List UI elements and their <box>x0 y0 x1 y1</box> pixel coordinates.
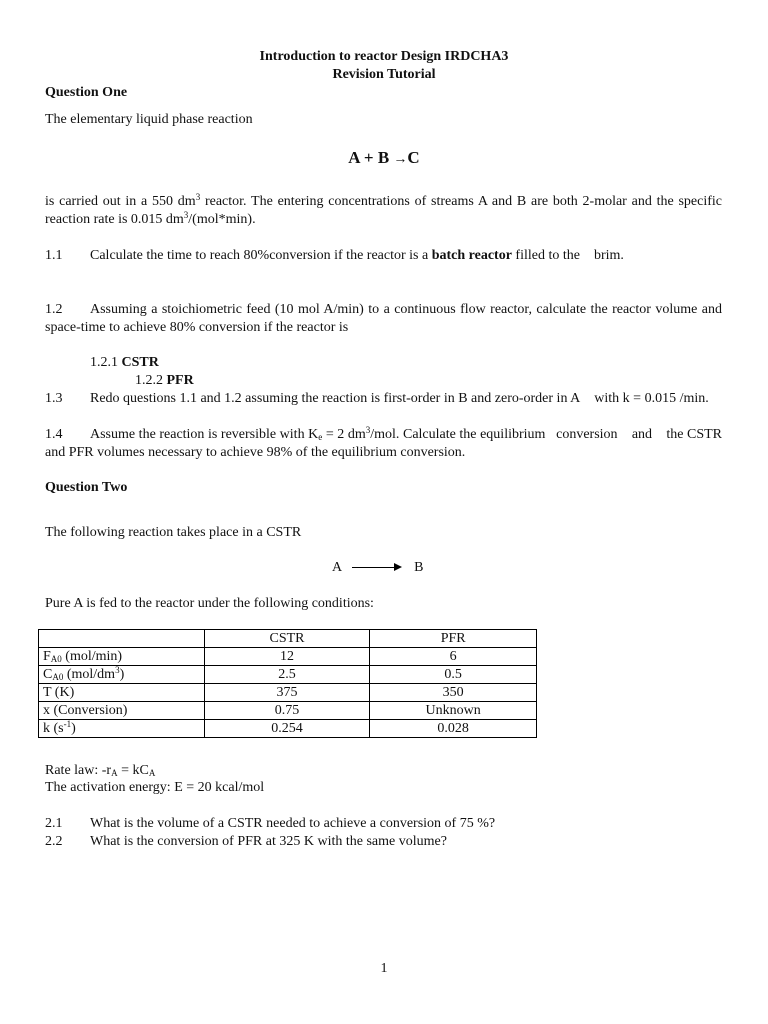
question-one-heading: Question One <box>45 85 128 100</box>
table-row <box>39 648 537 666</box>
rate-law <box>45 762 155 780</box>
table-row <box>39 720 537 738</box>
table-row <box>39 666 537 684</box>
conditions-table <box>38 629 537 738</box>
text-run-bold: PFR <box>166 373 194 388</box>
text-run: (mol/min) <box>61 649 123 664</box>
item-1-2-1 <box>90 354 159 372</box>
pfr-cell: 0.5 <box>370 666 537 684</box>
text-run: ) <box>71 721 76 736</box>
reaction-description <box>45 193 722 228</box>
text-run: /(mol*min). <box>188 211 256 227</box>
text-run: Assuming a stoichiometric feed (10 mol A/min) to a continuous flow reactor, calculate the reactor volume and space-time to achieve 80% conversion if the reactor is <box>45 302 722 335</box>
table-row <box>39 702 537 720</box>
item-number: 1.3 <box>45 391 63 406</box>
cstr-cell: 0.254 <box>204 720 370 738</box>
cstr-cell: 0.75 <box>204 702 370 720</box>
question-two-heading: Question Two <box>45 480 128 495</box>
text-run: (mol/dm <box>63 667 116 682</box>
superscript: 3 <box>115 665 120 675</box>
cstr-cell: 375 <box>204 684 370 702</box>
text-run: What is the volume of a CSTR needed to achieve a conversion of 75 %? <box>90 816 496 831</box>
pfr-cell: 350 <box>370 684 537 702</box>
reaction-rhs: B <box>414 560 424 575</box>
text-run: filled to the brim. <box>511 248 624 263</box>
activation-energy: The activation energy: E = 20 kcal/mol <box>45 780 265 795</box>
table-header-cell: PFR <box>370 630 537 648</box>
row-label <box>39 720 205 738</box>
reaction-rhs: C <box>407 148 420 167</box>
item-2-2 <box>45 833 447 851</box>
feed-conditions-text: Pure A is fed to the reactor under the following conditions: <box>45 596 374 611</box>
row-label: x (Conversion) <box>39 702 205 720</box>
item-number: 2.1 <box>45 816 63 831</box>
item-number: 1.1 <box>45 248 63 263</box>
text-run: Calculate the time to reach 80%conversion if the reactor is a <box>90 248 432 263</box>
subscript: A <box>111 768 118 778</box>
text-run-bold: batch reactor <box>431 248 512 263</box>
superscript: -1 <box>63 719 72 729</box>
table-header-row <box>39 630 537 648</box>
table-row <box>39 684 537 702</box>
cstr-cell: 2.5 <box>204 666 370 684</box>
superscript: 3 <box>195 192 201 202</box>
item-number: 1.2 <box>45 302 63 317</box>
item-number: 1.2.1 <box>90 355 118 370</box>
question-two-intro: The following reaction takes place in a CSTR <box>45 525 302 540</box>
cstr-cell: 12 <box>204 648 370 666</box>
text-run: reactor. The entering concentrations of streams A and B are both 2-molar and the specific reaction rate is 0.015 dm <box>45 194 722 227</box>
item-1-1 <box>45 247 624 265</box>
subscript: A0 <box>52 672 64 682</box>
text-run-bold: CSTR <box>121 355 159 370</box>
item-2-1 <box>45 815 495 833</box>
document-subtitle: Revision Tutorial <box>332 67 436 82</box>
table-header-cell <box>39 630 205 648</box>
text-run: Redo questions 1.1 and 1.2 assuming the reaction is first-order in B and zero-order in A with k = 0.015 /min. <box>90 391 709 406</box>
reaction-arrow: → <box>393 152 408 167</box>
subscript: A0 <box>50 654 62 664</box>
item-1-2-2 <box>135 372 194 390</box>
reaction-lhs: A <box>332 560 343 575</box>
text-run: /mol. Calculate the equilibrium conversion and the CSTR and PFR volumes necessary to achieve 98% of the equilibrium conversion. <box>45 427 723 460</box>
item-1-4 <box>45 426 722 461</box>
reaction-arrow-icon <box>352 567 400 568</box>
page-number: 1 <box>380 961 388 976</box>
text-run: Assume the reaction is reversible with K <box>90 427 319 442</box>
text-run: C <box>43 667 53 682</box>
text-run: F <box>43 649 51 664</box>
subscript: e <box>318 432 323 442</box>
text-run: = 2 dm <box>322 427 366 442</box>
reaction-equation <box>0 147 768 169</box>
row-label <box>39 648 205 666</box>
pfr-cell: Unknown <box>370 702 537 720</box>
item-number: 1.4 <box>45 427 63 442</box>
pfr-cell: 0.028 <box>370 720 537 738</box>
table-header-cell: CSTR <box>204 630 370 648</box>
item-1-2 <box>45 301 722 336</box>
question-one-intro: The elementary liquid phase reaction <box>45 112 253 127</box>
item-1-3 <box>45 390 722 408</box>
row-label <box>39 666 205 684</box>
superscript: 3 <box>365 425 371 435</box>
text-run: is carried out in a 550 dm <box>45 194 196 209</box>
text-run: ) <box>119 667 125 682</box>
text-run: = kC <box>117 763 149 778</box>
reaction-lhs: A + B <box>348 148 390 167</box>
subscript: A <box>148 768 156 778</box>
text-run: k (s <box>43 721 64 736</box>
text-run: What is the conversion of PFR at 325 K with the same volume? <box>90 834 447 849</box>
row-label: T (K) <box>39 684 205 702</box>
document-title: Introduction to reactor Design IRDCHA3 <box>259 49 509 64</box>
reaction-a-to-b <box>332 559 423 577</box>
text-run: Rate law: -r <box>45 763 112 778</box>
item-number: 1.2.2 <box>135 373 163 388</box>
item-number: 2.2 <box>45 834 63 849</box>
pfr-cell: 6 <box>370 648 537 666</box>
superscript: 3 <box>183 209 189 220</box>
